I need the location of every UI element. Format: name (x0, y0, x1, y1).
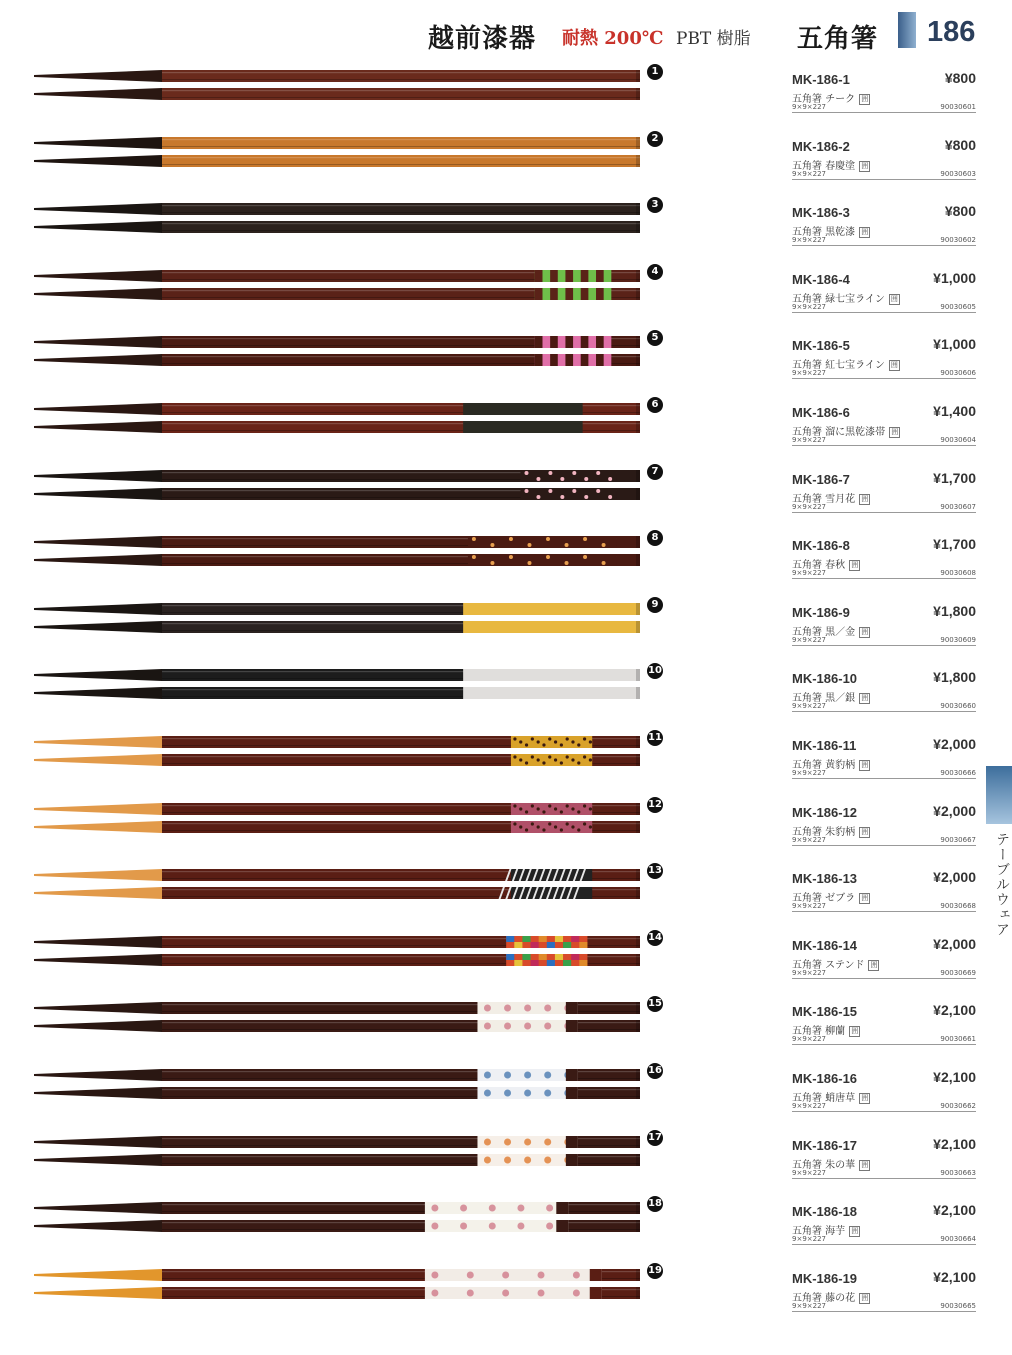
product-dimensions: 9×9×227 (792, 369, 826, 378)
product-code: MK-186-13 (792, 871, 858, 887)
item-number-badge: 2 (647, 131, 663, 147)
item-number-badge: 15 (647, 996, 663, 1012)
divider (792, 112, 976, 113)
product-price: ¥1,000 (933, 336, 976, 353)
chopsticks-image (32, 399, 644, 457)
chopstick (34, 1154, 640, 1166)
chopsticks-image (32, 732, 644, 790)
product-price: ¥2,100 (933, 1202, 976, 1219)
divider (792, 179, 976, 180)
material-mark: 囲 (851, 1027, 859, 1036)
product-price: ¥2,000 (933, 935, 976, 952)
product-price: ¥2,100 (933, 1135, 976, 1152)
chopstick (34, 403, 640, 415)
product-info (792, 332, 976, 390)
material-mark: 囲 (851, 1227, 859, 1236)
product-info (792, 1198, 976, 1256)
material-mark: 囲 (861, 1160, 869, 1169)
product-dimensions: 9×9×227 (792, 835, 826, 844)
chopstick (34, 1287, 640, 1299)
product-price: ¥1,000 (933, 269, 976, 286)
divider (792, 778, 976, 779)
product-name-text: 五角箸 緑七宝ライン (792, 293, 885, 305)
product-code: MK-186-16 (792, 1071, 858, 1086)
chopsticks-image (32, 998, 644, 1056)
product-item (0, 998, 1012, 1064)
product-dimensions: 9×9×227 (792, 635, 826, 644)
product-name-text: 五角箸 春慶塗 (792, 160, 856, 172)
chopstick (34, 687, 640, 699)
product-name-text: 五角箸 チーク (792, 94, 856, 105)
product-code: MK-186-3 (792, 205, 850, 221)
product-price: ¥2,100 (933, 1002, 976, 1019)
product-jan-code: 90030608 (940, 569, 976, 578)
divider (792, 845, 976, 846)
product-price: ¥1,800 (933, 669, 976, 686)
chopstick (34, 1002, 640, 1014)
chopstick (34, 354, 640, 366)
product-info (792, 998, 976, 1056)
product-dimensions: 9×9×227 (792, 902, 826, 911)
page-header (0, 12, 1012, 56)
product-name-text: 五角箸 藤の花 (792, 1292, 856, 1304)
chopsticks-image (32, 66, 644, 124)
product-price: ¥800 (944, 70, 976, 86)
product-dimensions: 9×9×227 (792, 1035, 826, 1044)
divider (792, 1044, 976, 1045)
product-jan-code: 90030605 (940, 302, 976, 311)
item-number-badge: 14 (647, 930, 663, 946)
product-price: ¥800 (944, 203, 976, 220)
product-dimensions: 9×9×227 (792, 769, 826, 777)
brand-title: 越前漆器 (428, 24, 537, 54)
product-item (0, 599, 1012, 665)
product-code: MK-186-6 (792, 405, 850, 420)
product-jan-code: 90030661 (940, 1035, 976, 1044)
product-item (0, 199, 1012, 265)
item-number-badge: 6 (647, 397, 663, 413)
page-number: 186 (927, 16, 976, 48)
product-item (0, 865, 1012, 931)
product-item (0, 1132, 1012, 1198)
chopstick (34, 470, 640, 482)
product-dimensions: 9×9×227 (792, 1168, 826, 1177)
chopstick (34, 155, 640, 167)
product-item (0, 466, 1012, 532)
chopstick (34, 1136, 640, 1148)
header-accent-bar (898, 12, 916, 48)
material-mark: 囲 (851, 561, 859, 570)
product-name-text: 五角箸 ステンド (792, 959, 865, 971)
material-mark: 囲 (861, 761, 869, 769)
chopstick (34, 603, 640, 615)
chopsticks-image (32, 1132, 644, 1190)
product-item (0, 1198, 1012, 1264)
divider (792, 312, 976, 313)
product-code: MK-186-4 (792, 271, 850, 287)
chopstick (34, 336, 640, 348)
chopstick (34, 1220, 640, 1232)
product-item (0, 66, 1012, 132)
product-name-text: 五角箸 朱の華 (792, 1159, 856, 1171)
chopstick (34, 554, 640, 566)
product-price: ¥2,000 (933, 736, 976, 752)
chopsticks-image (32, 665, 644, 723)
material-label: PBT 樹脂 (676, 29, 751, 49)
product-dimensions: 9×9×227 (792, 569, 826, 578)
item-number-badge: 10 (647, 663, 663, 679)
product-code: MK-186-7 (792, 471, 850, 487)
product-code: MK-186-1 (792, 72, 850, 87)
divider (792, 711, 976, 712)
chopstick (34, 488, 640, 500)
product-info (792, 599, 976, 657)
side-index-label: テーブルウェア (994, 832, 1010, 937)
product-jan-code: 90030664 (940, 1235, 976, 1244)
product-dimensions: 9×9×227 (792, 1235, 826, 1244)
chopsticks-image (32, 266, 644, 324)
product-jan-code: 90030662 (940, 1102, 976, 1110)
product-price: ¥1,400 (933, 403, 976, 419)
chopstick (34, 1087, 640, 1099)
divider (792, 378, 976, 379)
product-item (0, 332, 1012, 398)
product-dimensions: 9×9×227 (792, 1102, 826, 1110)
chopstick (34, 621, 640, 633)
product-code: MK-186-2 (792, 138, 850, 154)
product-name-text: 五角箸 海芋 (792, 1226, 846, 1238)
item-number-badge: 19 (647, 1263, 663, 1279)
product-code: MK-186-10 (792, 671, 858, 687)
item-number-badge: 13 (647, 863, 663, 879)
item-number-badge: 7 (647, 464, 663, 480)
divider (792, 645, 976, 646)
product-name-text: 五角箸 雪月花 (792, 493, 856, 505)
product-dimensions: 9×9×227 (792, 436, 826, 444)
product-jan-code: 90030609 (940, 635, 976, 644)
material-mark: 囲 (861, 1094, 869, 1102)
divider (792, 1311, 976, 1312)
product-info (792, 266, 976, 324)
divider (792, 911, 976, 912)
material-mark: 囲 (870, 960, 878, 969)
product-item (0, 1265, 1012, 1331)
chopsticks-image (32, 532, 644, 590)
divider (792, 978, 976, 979)
product-item (0, 1065, 1012, 1131)
material-mark: 囲 (861, 228, 869, 237)
product-code: MK-186-15 (792, 1004, 858, 1020)
divider (792, 512, 976, 513)
chopsticks-image (32, 1265, 644, 1323)
chopstick (34, 803, 640, 815)
material-mark: 囲 (861, 494, 869, 503)
product-dimensions: 9×9×227 (792, 1301, 826, 1310)
product-dimensions: 9×9×227 (792, 968, 826, 977)
divider (792, 1244, 976, 1245)
product-jan-code: 90030663 (940, 1168, 976, 1177)
chopsticks-image (32, 799, 644, 857)
chopsticks-image (32, 466, 644, 524)
product-info (792, 199, 976, 257)
item-number-badge: 3 (647, 197, 663, 213)
product-item (0, 133, 1012, 199)
product-price: ¥800 (944, 136, 976, 153)
material-mark: 囲 (861, 1293, 869, 1302)
product-price: ¥2,000 (933, 802, 976, 819)
chopstick (34, 137, 640, 149)
product-price: ¥2,100 (933, 1069, 976, 1085)
material-mark: 囲 (861, 95, 869, 103)
product-dimensions: 9×9×227 (792, 502, 826, 511)
product-dimensions: 9×9×227 (792, 236, 826, 245)
product-info (792, 466, 976, 524)
product-item (0, 799, 1012, 865)
product-code: MK-186-14 (792, 937, 858, 953)
item-number-badge: 18 (647, 1196, 663, 1212)
product-jan-code: 90030604 (940, 436, 976, 444)
material-mark: 囲 (891, 428, 899, 436)
divider (792, 578, 976, 579)
product-price: ¥1,700 (933, 536, 976, 553)
product-dimensions: 9×9×227 (792, 103, 826, 111)
product-info (792, 133, 976, 191)
product-price: ¥2,100 (933, 1268, 976, 1285)
chopsticks-image (32, 932, 644, 990)
product-name-text: 五角箸 春秋 (792, 560, 846, 572)
product-name-text: 五角箸 蛸唐草 (792, 1093, 856, 1104)
chopsticks-image (32, 332, 644, 390)
chopstick (34, 1020, 640, 1032)
product-name-text: 五角箸 黒／銀 (792, 693, 856, 705)
product-jan-code: 90030606 (940, 369, 976, 378)
chopstick (34, 288, 640, 300)
item-number-badge: 9 (647, 597, 663, 613)
product-jan-code: 90030667 (940, 835, 976, 844)
chopsticks-image (32, 599, 644, 657)
divider (792, 445, 976, 446)
chopstick (34, 70, 640, 82)
product-item (0, 732, 1012, 798)
chopstick (34, 821, 640, 833)
material-mark: 囲 (890, 294, 898, 303)
product-info (792, 932, 976, 990)
item-number-badge: 1 (647, 64, 663, 80)
chopsticks-image (32, 199, 644, 257)
product-name-text: 五角箸 黒乾漆 (792, 227, 856, 239)
material-mark: 囲 (890, 361, 898, 370)
chopstick (34, 869, 640, 881)
material-mark: 囲 (861, 694, 869, 703)
product-jan-code: 90030665 (940, 1301, 976, 1310)
product-code: MK-186-5 (792, 338, 850, 354)
product-price: ¥2,000 (933, 869, 976, 886)
product-code: MK-186-11 (792, 738, 857, 753)
chopstick (34, 887, 640, 899)
product-name-text: 五角箸 朱豹柄 (792, 826, 856, 838)
chopstick (34, 1069, 640, 1081)
chopsticks-image (32, 1065, 644, 1123)
product-price: ¥1,700 (933, 469, 976, 486)
divider (792, 1178, 976, 1179)
chopsticks-image (32, 865, 644, 923)
product-jan-code: 90030668 (940, 902, 976, 911)
product-info (792, 1265, 976, 1323)
material-mark: 囲 (861, 894, 869, 903)
material-mark: 囲 (861, 627, 869, 636)
product-jan-code: 90030607 (940, 502, 976, 511)
item-number-badge: 5 (647, 330, 663, 346)
chopstick (34, 536, 640, 548)
heat-resistance-label: 耐熱 200℃ (562, 28, 664, 49)
product-name-text: 五角箸 黄豹柄 (792, 760, 856, 771)
product-jan-code: 90030669 (940, 968, 976, 977)
product-info (792, 1132, 976, 1190)
product-jan-code: 90030603 (940, 169, 976, 178)
item-number-badge: 17 (647, 1130, 663, 1146)
product-dimensions: 9×9×227 (792, 702, 826, 711)
chopstick (34, 954, 640, 966)
product-dimensions: 9×9×227 (792, 169, 826, 178)
product-item (0, 532, 1012, 598)
chopstick (34, 203, 640, 215)
chopstick (34, 221, 640, 233)
product-price: ¥1,800 (933, 602, 976, 619)
product-jan-code: 90030660 (940, 702, 976, 711)
product-info (792, 1065, 976, 1123)
product-jan-code: 90030602 (940, 236, 976, 245)
product-item (0, 266, 1012, 332)
divider (792, 1111, 976, 1112)
product-info (792, 532, 976, 590)
chopstick (34, 669, 640, 681)
product-code: MK-186-8 (792, 538, 850, 554)
product-code: MK-186-18 (792, 1204, 858, 1220)
chopstick (34, 936, 640, 948)
product-info (792, 865, 976, 923)
item-number-badge: 4 (647, 264, 663, 280)
item-number-badge: 16 (647, 1063, 663, 1079)
item-number-badge: 12 (647, 797, 663, 813)
chopstick (34, 736, 640, 748)
product-name-text: 五角箸 黒／金 (792, 626, 856, 638)
product-info (792, 665, 976, 723)
product-info (792, 799, 976, 857)
chopstick (34, 270, 640, 282)
product-item (0, 665, 1012, 731)
item-number-badge: 11 (647, 730, 663, 746)
chopsticks-image (32, 133, 644, 191)
chopstick (34, 754, 640, 766)
product-name-text: 五角箸 柳蘭 (792, 1026, 846, 1038)
product-code: MK-186-19 (792, 1270, 858, 1286)
product-code: MK-186-17 (792, 1137, 858, 1153)
product-code: MK-186-9 (792, 604, 850, 620)
product-info (792, 732, 976, 790)
product-item (0, 399, 1012, 465)
item-number-badge: 8 (647, 530, 663, 546)
chopstick (34, 1269, 640, 1281)
product-item (0, 932, 1012, 998)
product-code: MK-186-12 (792, 804, 858, 820)
chopstick (34, 1202, 640, 1214)
material-mark: 囲 (861, 161, 869, 170)
product-info (792, 66, 976, 124)
product-jan-code: 90030666 (940, 769, 976, 777)
chopstick (34, 421, 640, 433)
material-mark: 囲 (861, 827, 869, 836)
product-name-text: 五角箸 紅七宝ライン (792, 360, 885, 372)
product-name-text: 五角箸 ゼブラ (792, 893, 856, 905)
category-title: 五角箸 (797, 24, 879, 54)
product-info (792, 399, 976, 457)
chopstick (34, 88, 640, 100)
product-name-text: 五角箸 溜に黒乾漆帯 (792, 427, 886, 438)
product-dimensions: 9×9×227 (792, 302, 826, 311)
divider (792, 245, 976, 246)
chopsticks-image (32, 1198, 644, 1256)
product-jan-code: 90030601 (940, 103, 976, 111)
